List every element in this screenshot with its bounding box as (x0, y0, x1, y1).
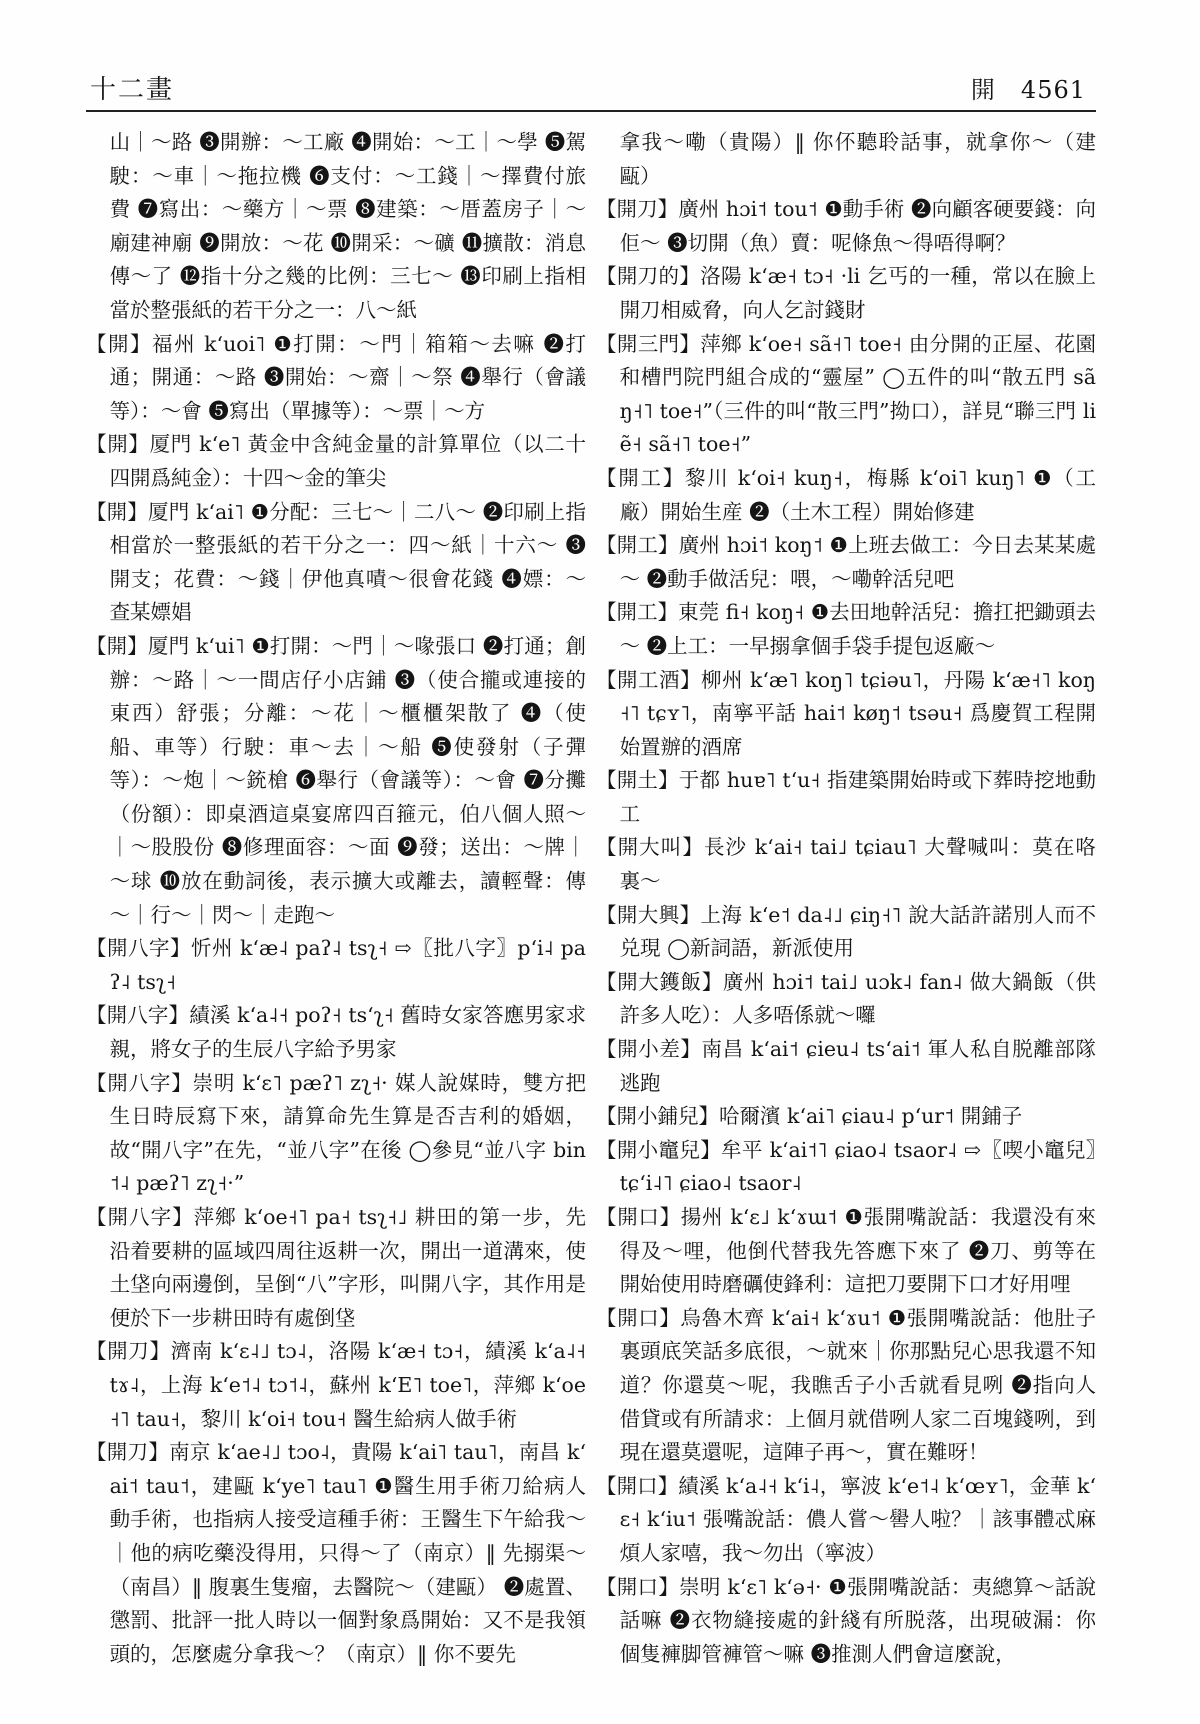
left-column (86, 126, 586, 1696)
dictionary-entry: 【開工】黎川 kʻoi˧ kuŋ˧，梅縣 kʻoi˥ kuŋ˥ ❶（工廠）開始生産 ❷（土木工程）開始修建 (596, 465, 1096, 524)
dictionary-entry: 【開小竈兒】牟平 kʻai˦˥ ɕiao˨ tsaor˨ ⇨〖喫小竈兒〗tɕʻi˨˥ ɕiao˨ tsaor˨ (596, 1137, 1096, 1196)
dictionary-entry: 拿我～嘞（貴陽）‖ 你伓聽聆話事，就拿你～（建甌） (619, 130, 1096, 188)
page-number: 開 4561 (970, 76, 1086, 104)
dictionary-entry: 【開小差】南昌 kʻai˦ ɕieu˨ tsʻai˦ 軍人私自脱離部隊逃跑 (596, 1037, 1096, 1095)
dictionary-entry: 【開】厦門 kʻe˥ 黃金中含純金量的計算單位（以二十四開爲純金）：十四～金的筆尖 (86, 432, 586, 490)
dictionary-entry: 【開刀】濟南 kʻɛ˨˩ tɔ˨，洛陽 kʻæ˧ tɔ˧，績溪 kʻa˨˧ tɤ˨，上海 kʻe˦˨ tɔ˦˨，蘇州 kʻE˥ toe˥，萍鄉 kʻoe˧˥ tau˧，黎川 kʻoi˧ tou˧ 醫生給病人做手術 (86, 1339, 586, 1431)
page-header (86, 66, 1096, 106)
dictionary-entry: 【開】福州 kʻuoi˥ ❶打開：～門｜箱箱～去嘛 ❷打通；開通：～路 ❸開始：～齋｜～祭 ❹舉行（會議等）：～會 ❺寫出（單據等）：～票｜～方 (86, 331, 586, 423)
dictionary-entry: 【開八字】忻州 kʻæ˨ paʔ˨ tsʅ˧ ⇨〖批八字〗pʻi˨ paʔ˨ tsʅ˧ (86, 936, 586, 994)
dictionary-entry: 【開刀的】洛陽 kʻæ˧ tɔ˧ ·li 乞丐的一種，常以在臉上開刀相威脅，向人乞討錢財 (596, 264, 1096, 322)
dictionary-entry: 【開八字】績溪 kʻa˨˧ poʔ˧ tsʻʅ˧ 舊時女家答應男家求親，將女子的生辰八字給予男家 (86, 1003, 586, 1062)
dictionary-entry: 【開八字】萍鄉 kʻoe˧˥ pa˧ tsʅ˧˩ 耕田的第一步，先沿着要耕的區域四周往返耕一次，開出一道溝來，使土垡向兩邊倒，呈倒“八”字形，叫開八字，其作用是便於下一步耕田時有處倒垡 (86, 1205, 586, 1330)
dictionary-entry: 【開大鑊飯】廣州 hɔi˦ tai˩ uɔk˨ fan˨ 做大鍋飯（供許多人吃）：人多唔係就～囉 (596, 969, 1096, 1028)
dictionary-entry: 【開口】揚州 kʻɛ˩ kʻɤɯ˦ ❶張開嘴說話：我還没有來得及～哩，他倒代替我先答應下來了 ❷刀、剪等在開始使用時磨礪使鋒利：這把刀要開下口才好用哩 (596, 1205, 1096, 1297)
dictionary-entry: 【開刀】廣州 hɔi˦ tou˦ ❶動手術 ❷向顧客硬要錢：向佢～ ❸切開（魚）賣：呢條魚～得唔得啊？ (596, 197, 1096, 255)
dictionary-entry: 【開八字】崇明 kʻɛ˥ pæʔ˥ zʅ˧· 媒人說媒時，雙方把生日時辰寫下來，請算命先生算是否吉利的婚姻，故“開八字”在先，“並八字”在後 ◯參見“並八字 bin˦˨ pæʔ˥ zʅ˧·” (86, 1070, 586, 1196)
dictionary-entry: 【開土】于都 huɐ˥ tʻu˧ 指建築開始時或下葬時挖地動工 (596, 768, 1096, 826)
dictionary-entry: 【開工酒】柳州 kʻæ˥ koŋ˥ tɕiəu˥，丹陽 kʻæ˧˥ koŋ˧˥ tɕʏ˥，南寧平話 hai˦ køŋ˦ tsəu˧ 爲慶賀工程開始置辦的酒席 (596, 667, 1096, 759)
dictionary-entry: 【開刀】南京 kʻae˨˩ tɔo˨，貴陽 kʻai˥ tau˥，南昌 kʻai˦ tau˦，建甌 kʻye˥ tau˥ ❶醫生用手術刀給病人動手術，也指病人接受這種手術：王醫生下午給我～｜他的病吃藥没得用，只得～了（南京）‖ 先搦渠～（南昌）‖ 腹裏生隻瘤，去醫院～（建甌） ❷處置、懲罰、批評一批人時以一個對象爲開始：又不是我領頭的，怎麼處分拿我～？（南京）‖ 你不要先 (86, 1440, 586, 1666)
chapter-title: 十二畫 (90, 75, 175, 105)
dictionary-entry: 【開小鋪兒】哈爾濱 kʻai˥ ɕiau˨ pʻur˦ 開鋪子 (596, 1104, 1023, 1129)
dictionary-entry: 【開口】崇明 kʻɛ˥ kʻə˧· ❶張開嘴說話：夷總算～話說話嘛 ❷衣物縫接處的針綫有所脱落，出現破漏：你個隻褲脚管褲管～嘛 ❸推測人們會這麼說， (596, 1574, 1096, 1666)
right-column (596, 126, 1096, 1696)
header-rule (86, 110, 1096, 112)
dictionary-entry: 【開口】績溪 kʻa˨˧ kʻi˨，寧波 kʻe˦˨ kʻœʏ˥，金華 kʻɛ˧ kʻiu˦ 張嘴說話：儂人嘗～嚳人啦？｜該事體忒麻煩人家嘻，我～勿出（寧波） (596, 1473, 1096, 1565)
dictionary-entry: 【開】厦門 kʻai˥ ❶分配：三七～｜二八～ ❷印刷上指相當於一整張紙的若干分之一：四～紙｜十六～ ❸開支；花費：～錢｜伊他真嘖～很會花錢 ❹嫖：～查某嫖娼 (86, 499, 586, 625)
dictionary-entry: 【開工】廣州 hɔi˦ koŋ˦ ❶上班去做工：今日去某某處～ ❷動手做活兒：喂，～嘞幹活兒吧 (596, 533, 1096, 591)
dictionary-entry: 【開大叫】長沙 kʻai˧ tai˩ tɕiau˥ 大聲喊叫：莫在咯裏～ (596, 835, 1096, 894)
dictionary-entry: 【開大興】上海 kʻe˦ da˨˩ ɕiŋ˧˥ 說大話許諾別人而不兑現 ◯新詞語，新派使用 (596, 902, 1096, 961)
dictionary-entry: 【開口】烏魯木齊 kʻai˧ kʻɤu˦ ❶張開嘴說話：他肚子裏頭底笑話多底很，～就來｜你那點兒心思我還不知道？你還莫～呢，我瞧舌子小舌就看見咧 ❷指向人借貸或有所請求：上個月就借咧人家二百塊錢咧，到現在還莫還呢，這陣子再～，實在難呀！ (596, 1305, 1096, 1465)
dictionary-entry: 山｜～路 ❸開辦：～工廠 ❹開始：～工｜～學 ❺駕駛：～車｜～拖拉機 ❻支付：～工錢｜～擇費付旅費 ❼寫出：～藥方｜～票 ❽建築：～厝蓋房子｜～廟建神廟 ❾開放：～花 ❿開采：～礦 ⓫擴散：消息傳～了 ⓬指十分之幾的比例：三七～ ⓭印刷上指相當於整張紙的若干分之一：八～紙 (109, 130, 586, 322)
dictionary-entry: 【開三門】萍鄉 kʻoe˧ sã˧˥ toe˧ 由分開的正屋、花園和槽門院門組合成的“靈屋” ◯五件的叫“散五門 sã ŋ˧˥ toe˧”（三件的叫“散三門”拗口），詳見“聯三門 liẽ˧ sã˧˥ toe˧” (596, 331, 1096, 457)
dictionary-entry: 【開工】東莞 fi˧ koŋ˧ ❶去田地幹活兒：擔扛把鋤頭去～ ❷上工：一早搦拿個手袋手提包返廠～ (596, 600, 1096, 658)
dictionary-entry: 【開】厦門 kʻui˥ ❶打開：～門｜～喙張口 ❷打通；創辦：～路｜～一間店仔小店鋪 ❸（使合攏或連接的東西）舒張；分離：～花｜～櫃櫃架散了 ❹（使船、車等）行駛：車～去｜～船 ❺使發射（子彈等）：～炮｜～銃槍 ❻舉行（會議等）：～會 ❼分攤（份額）：即桌酒這桌宴席四百箍元，伯八個人照～｜～股股份 ❽修理面容：～面 ❾發；送出：～牌｜～球 ❿放在動詞後，表示擴大或離去，讀輕聲：傳～｜行～｜閃～｜走跑～ (86, 633, 586, 927)
